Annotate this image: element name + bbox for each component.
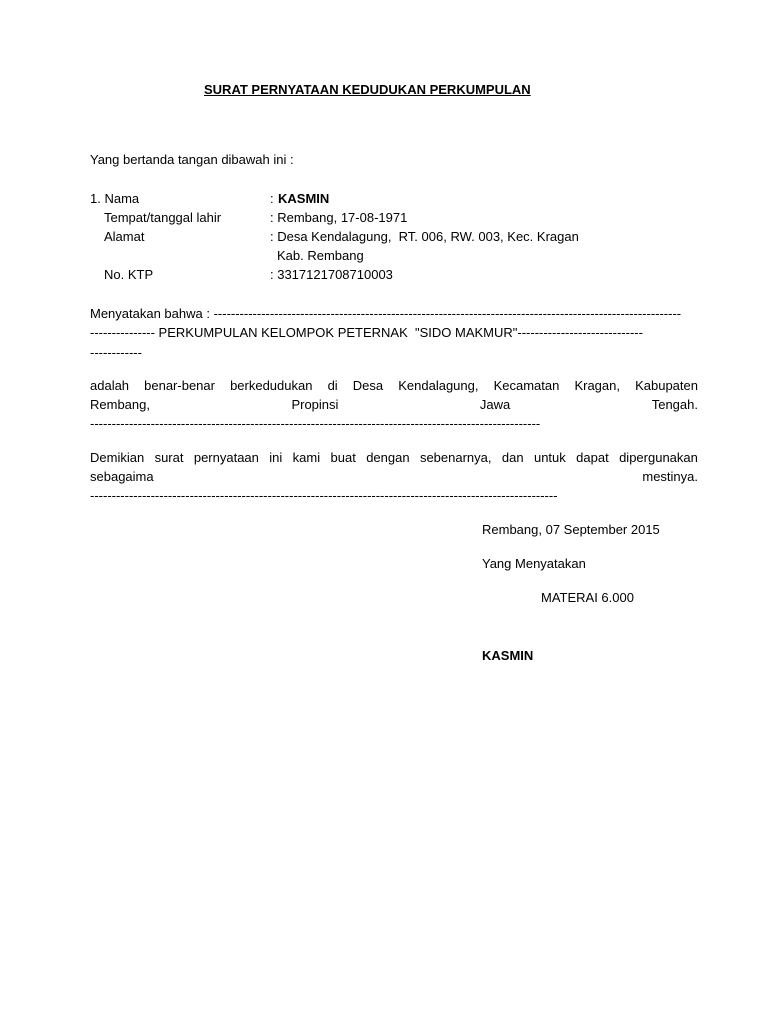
word: Kendalagung, — [398, 378, 479, 393]
word: sebagaima — [90, 469, 154, 484]
nama-value: KASMIN — [278, 191, 330, 206]
word: Propinsi — [291, 397, 339, 412]
word: dan — [501, 450, 524, 465]
paragraph1-dashes: -------------------------------------------------------------------------------------------------------- — [90, 416, 541, 431]
stamp-duty-label: MATERAI 6.000 — [541, 590, 634, 605]
word: Kragan, — [574, 378, 620, 393]
statement-line1: Menyatakan bahwa : ------------------------------------------------------------------------------------------------------------ — [90, 306, 682, 321]
nama-label: 1. Nama — [90, 191, 140, 206]
word: dengan — [366, 450, 410, 465]
word: dipergunakan — [619, 450, 698, 465]
document-title: SURAT PERNYATAAN KEDUDUKAN PERKUMPULAN — [204, 82, 531, 97]
nama-separator: : — [270, 191, 274, 206]
alamat-label: Alamat — [104, 229, 145, 244]
word: pernyataan — [193, 450, 259, 465]
word: sebenarnya, — [419, 450, 492, 465]
word: mestinya. — [642, 469, 698, 484]
word: ini — [269, 450, 283, 465]
word: Rembang, — [90, 397, 150, 412]
ttl-label: Tempat/tanggal lahir — [104, 210, 222, 225]
word: berkedudukan — [230, 378, 313, 393]
ktp-label: No. KTP — [104, 267, 154, 282]
word: Demikian — [90, 450, 145, 465]
ttl-value: : Rembang, 17-08-1971 — [270, 210, 408, 225]
word: Jawa — [479, 397, 511, 412]
statement-line2: --------------- PERKUMPULAN KELOMPOK PETERNAK "SIDO MAKMUR"----------------------------- — [90, 325, 643, 340]
word: untuk — [533, 450, 566, 465]
alamat-value-line2: Kab. Rembang — [277, 248, 364, 263]
ktp-value: : 3317121708710003 — [270, 267, 393, 282]
word: Kabupaten — [635, 378, 698, 393]
word: Tengah. — [651, 397, 698, 412]
alamat-value-line1: : Desa Kendalagung, RT. 006, RW. 003, Kec. Kragan — [270, 229, 579, 244]
word: benar-benar — [144, 378, 215, 393]
signer-role: Yang Menyatakan — [482, 556, 586, 571]
word: Desa — [352, 378, 384, 393]
paragraph2-line2 — [90, 469, 698, 485]
word: di — [327, 378, 338, 393]
place-date: Rembang, 07 September 2015 — [482, 522, 660, 537]
paragraph1-line2 — [90, 397, 698, 413]
paragraph1-line1 — [90, 378, 698, 394]
word: buat — [330, 450, 356, 465]
intro-text: Yang bertanda tangan dibawah ini : — [90, 152, 294, 167]
paragraph2-line1 — [90, 450, 698, 466]
word: dapat — [576, 450, 609, 465]
signer-name: KASMIN — [482, 648, 534, 663]
statement-line3: ------------ — [90, 345, 142, 360]
word: kami — [292, 450, 321, 465]
word: surat — [154, 450, 184, 465]
paragraph2-dashes: ------------------------------------------------------------------------------------------------------------ — [90, 488, 558, 503]
word: Kecamatan — [493, 378, 560, 393]
word: adalah — [90, 378, 130, 393]
